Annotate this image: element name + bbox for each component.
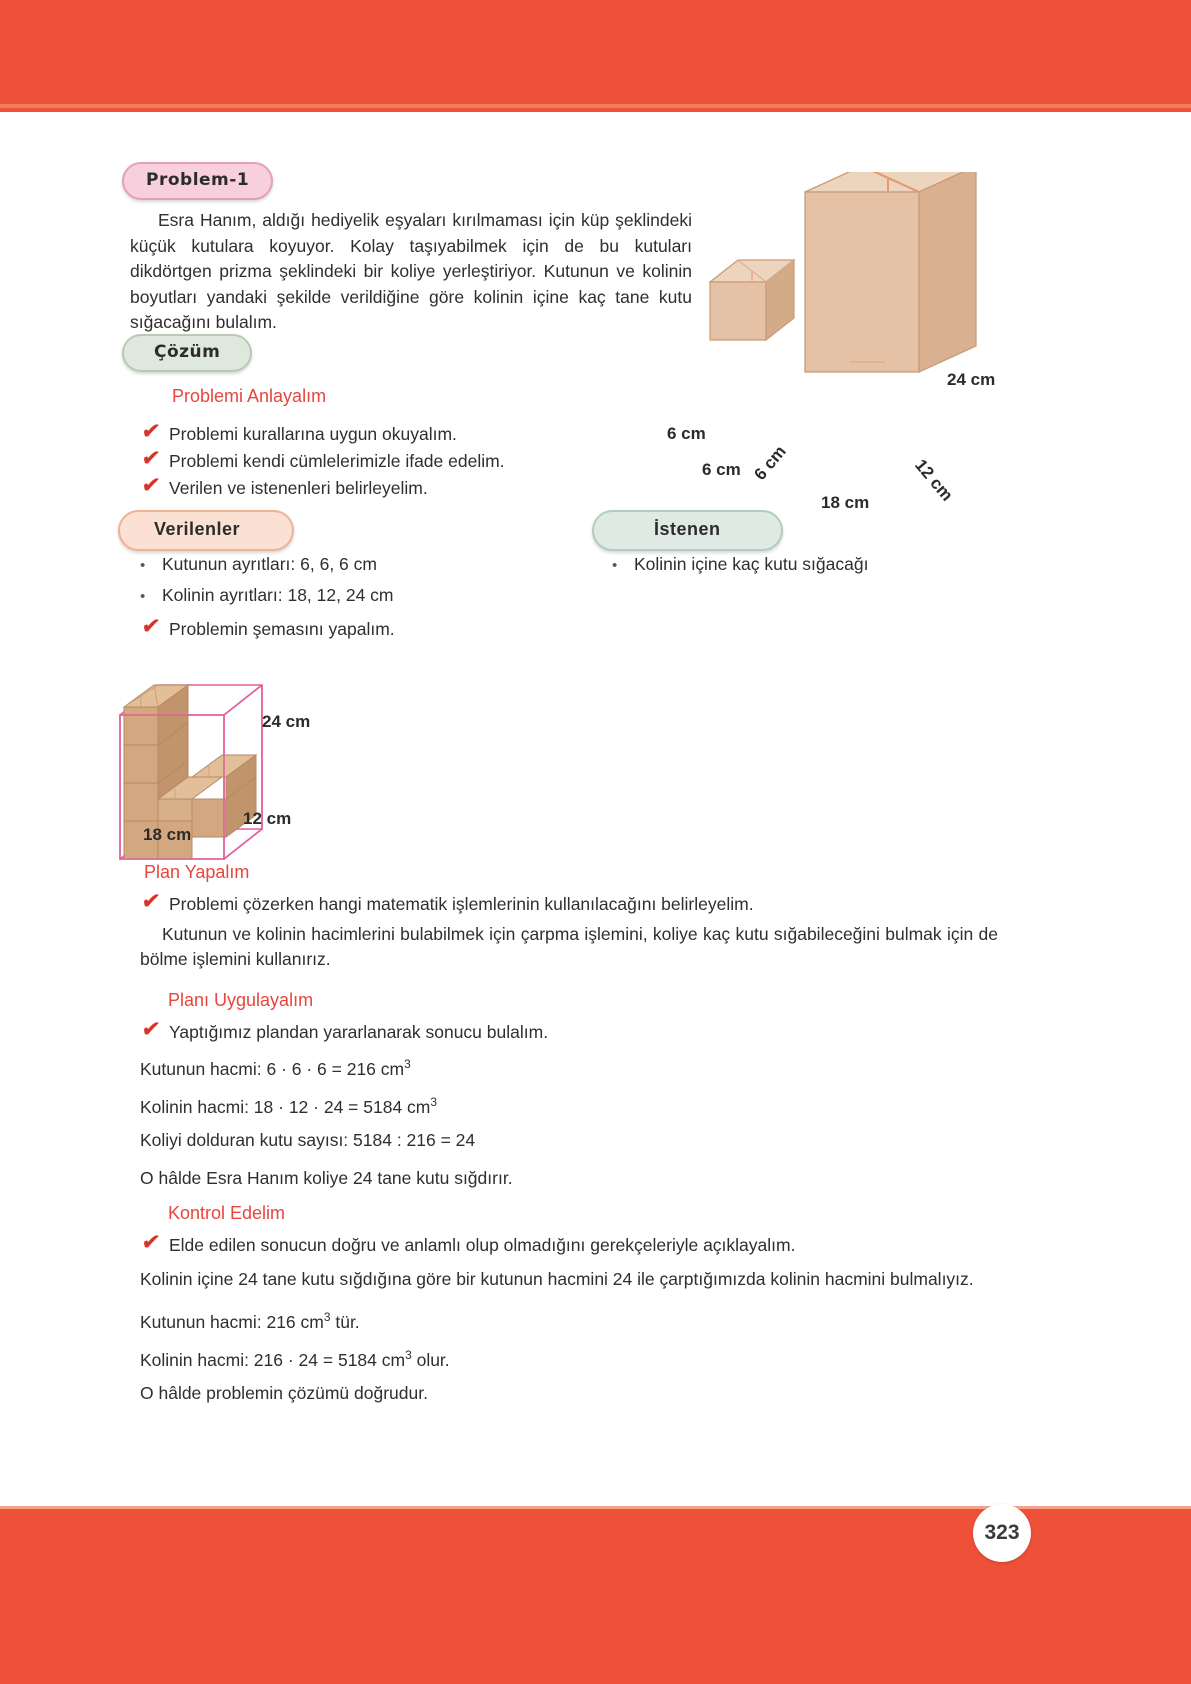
scheme-depth-label: 12 cm <box>243 809 292 828</box>
packed-prism-svg <box>110 647 410 897</box>
list-item <box>612 554 868 575</box>
problem-statement: Esra Hanım, aldığı hediyelik eşyaları kırılmaması için küp şeklindeki küçük kutulara koyuyor. Kolay taşıyabilmek için de bu kutuları dikdörtgen prizma şeklindeki bir koliye yerleştiriyor. Kutunun ve kolinin boyutları yandaki şekilde verildiğine göre kolinin içine kaç tane kutu sığacağını bulalım. <box>130 210 692 332</box>
bullet-dot-icon: • <box>140 588 146 605</box>
small-cube-shape <box>710 260 794 340</box>
section-understand-heading: Problemi Anlayalım <box>172 386 327 406</box>
apply-check-label: Yaptığımız plandan yararlanarak sonucu bulalım. <box>169 1022 549 1042</box>
header-band-fill <box>0 0 1191 104</box>
control-line-3-suffix: olur. <box>411 1349 450 1370</box>
cube-width-label: 6 cm <box>702 460 741 479</box>
scheme-check-label: Problemin şemasını yapalım. <box>169 619 395 639</box>
given-badge: Verilenler <box>118 510 294 551</box>
apply-check <box>142 1020 548 1044</box>
cube-depth-label: 6 cm <box>750 441 790 484</box>
section-plan-heading: Plan Yapalım <box>144 862 250 882</box>
section-control-heading: Kontrol Edelim <box>168 1203 286 1223</box>
control-check-label: Elde edilen sonucun doğru ve anlamlı olup olmadığını gerekçeleriyle açıklayalım. <box>169 1235 796 1255</box>
control-line-2-exponent: 3 <box>323 1310 331 1324</box>
section-apply-heading: Planı Uygulayalım <box>168 990 314 1010</box>
carton-depth-label: 12 cm <box>911 455 957 505</box>
problem-badge-wrapper <box>122 162 273 200</box>
plan-check-label: Problemi çözerken hangi matematik işlemlerinin kullanılacağını belirleyelim. <box>169 894 754 914</box>
scheme-check <box>142 617 395 641</box>
understand-check-3 <box>142 476 428 500</box>
apply-line-1-text: Kutunun hacmi: 6 · 6 · 6 = 216 cm <box>140 1058 405 1079</box>
understand-check-3-label: Verilen ve istenenleri belirleyelim. <box>169 478 428 498</box>
large-carton-shape <box>805 172 976 372</box>
apply-line-1 <box>140 1052 411 1082</box>
given-badge-wrapper <box>118 510 294 551</box>
check-icon: ✔ <box>140 1018 162 1041</box>
given-item-1: Kutunun ayrıtları: 6, 6, 6 cm <box>162 554 377 574</box>
bullet-dot-icon: • <box>612 557 618 574</box>
problem-badge: Problem-1 <box>122 162 273 200</box>
control-line-3-exponent: 3 <box>405 1348 412 1362</box>
list-item <box>140 554 394 575</box>
control-line-3 <box>140 1343 450 1373</box>
page-number-badge: 323 <box>973 1504 1031 1562</box>
check-icon: ✔ <box>140 615 162 638</box>
understand-check-2 <box>142 449 505 473</box>
understand-check-1 <box>142 422 457 446</box>
asked-badge-wrapper <box>592 510 783 551</box>
control-line-4: O hâlde problemin çözümü doğrudur. <box>140 1383 428 1403</box>
list-item <box>140 585 394 606</box>
asked-item-1: Kolinin içine kaç kutu sığacağı <box>634 554 869 574</box>
control-check <box>142 1233 795 1257</box>
cube-and-carton-figure <box>690 172 1020 537</box>
solution-badge-wrapper <box>122 334 252 372</box>
page-content <box>0 112 1191 1509</box>
understand-check-1-label: Problemi kurallarına uygun okuyalım. <box>169 424 457 444</box>
control-line-2-suffix: tür. <box>330 1311 360 1332</box>
apply-line-1-exponent: 3 <box>404 1057 411 1071</box>
apply-line-3: Koliyi dolduran kutu sayısı: 5184 : 216 = 24 <box>140 1130 476 1150</box>
apply-line-4: O hâlde Esra Hanım koliye 24 tane kutu sığdırır. <box>140 1168 513 1188</box>
header-band <box>0 0 1191 112</box>
control-line-1: Kolinin içine 24 tane kutu sığdığına göre bir kutunun hacmini 24 ile çarptığımızda kolinin hacmini bulmalıyız. <box>140 1269 974 1289</box>
header-band-underline <box>0 104 1191 108</box>
given-list <box>140 554 394 616</box>
check-icon: ✔ <box>140 420 162 443</box>
plan-paragraph: Kutunun ve kolinin hacimlerini bulabilmek için çarpma işlemini, koliye kaç kutu sığabileceğini bulmak için de bölme işlemini kullanırız. <box>140 924 998 969</box>
carton-height-label: 24 cm <box>947 370 996 389</box>
apply-line-2-text: Kolinin hacmi: 18 · 12 · 24 = 5184 cm <box>140 1096 431 1117</box>
asked-badge: İstenen <box>592 510 783 551</box>
solution-badge: Çözüm <box>122 334 252 372</box>
check-icon: ✔ <box>140 447 162 470</box>
carton-width-label: 18 cm <box>821 493 870 512</box>
bullet-dot-icon: • <box>140 557 146 574</box>
plan-check <box>142 892 754 916</box>
cube-height-label: 6 cm <box>667 424 706 443</box>
scheme-width-label: 18 cm <box>143 825 192 844</box>
apply-line-2 <box>140 1090 437 1120</box>
scheme-height-label: 24 cm <box>262 712 311 731</box>
control-line-3-text: Kolinin hacmi: 216 · 24 = 5184 cm <box>140 1349 406 1370</box>
control-line-2 <box>140 1305 360 1335</box>
understand-check-2-label: Problemi kendi cümlelerimizle ifade edelim. <box>169 451 505 471</box>
check-icon: ✔ <box>140 1231 162 1254</box>
control-line-2-text: Kutunun hacmi: 216 cm <box>140 1311 324 1332</box>
asked-list <box>612 554 868 585</box>
check-icon: ✔ <box>140 890 162 913</box>
apply-line-2-exponent: 3 <box>430 1095 437 1109</box>
check-icon: ✔ <box>140 474 162 497</box>
given-item-2: Kolinin ayrıtları: 18, 12, 24 cm <box>162 585 394 605</box>
